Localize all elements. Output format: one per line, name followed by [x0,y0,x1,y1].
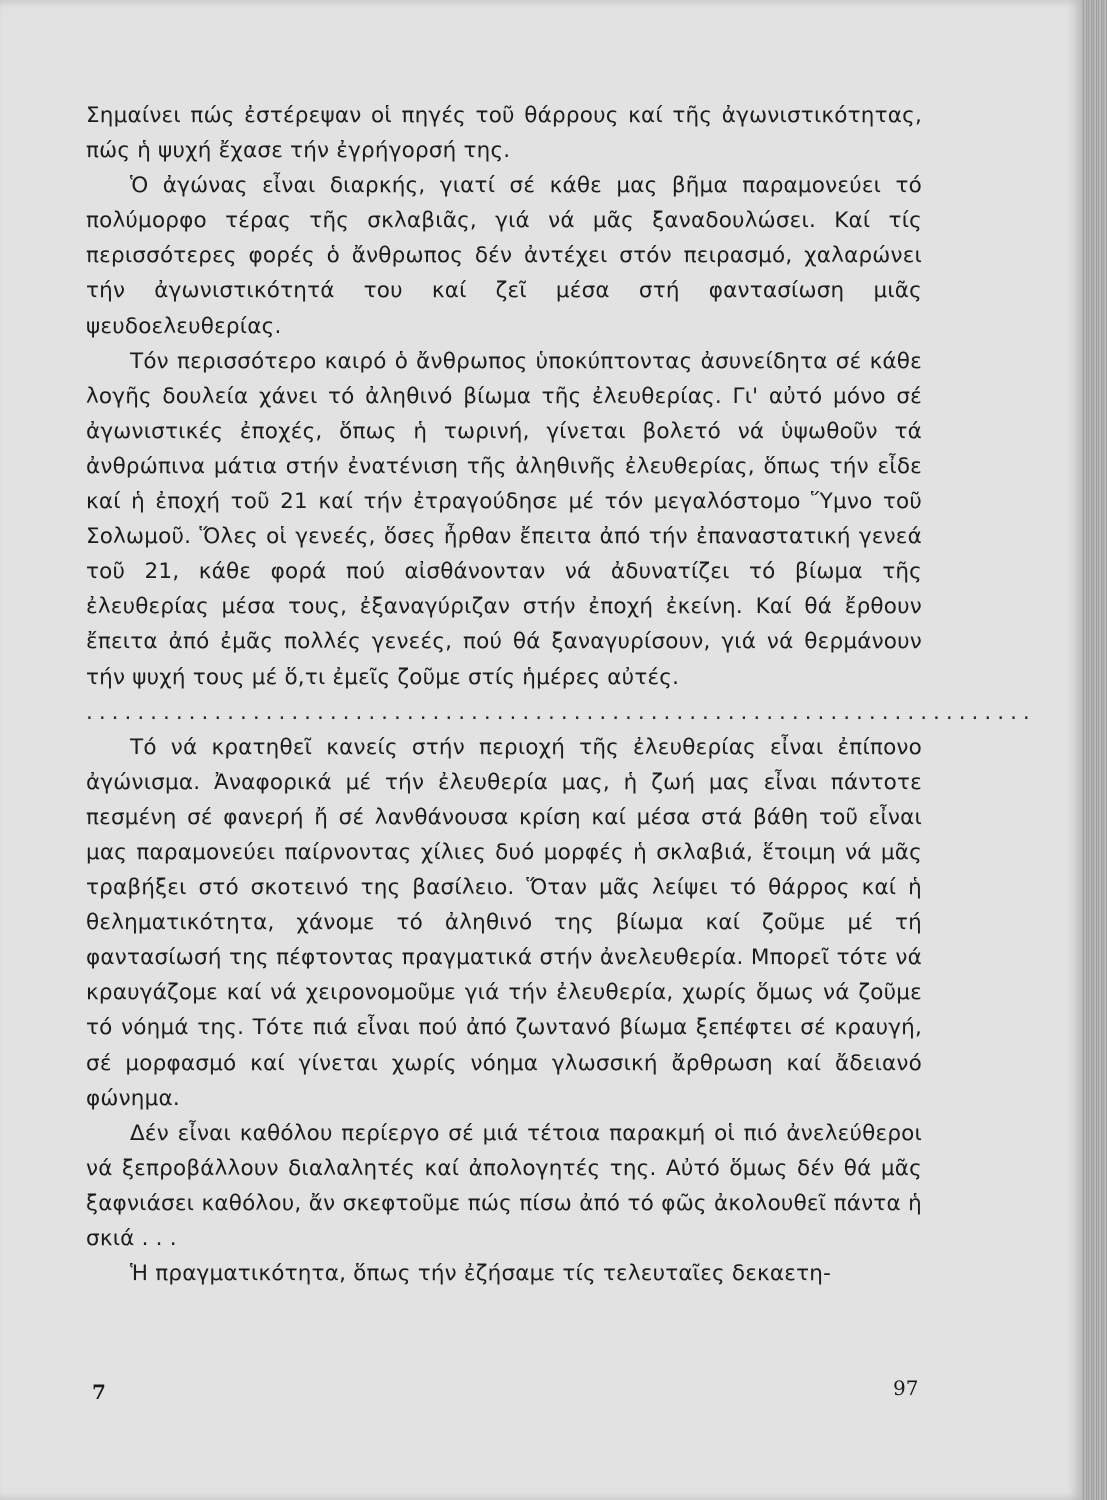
signature-mark: 7 [92,1380,106,1404]
paragraph-5: Δέν εἶναι καθόλου περίεργο σέ μιά τέτοια παρακμή οἱ πιό ἀνελεύθεροι νά ξεπροβάλλουν διαλαλητές καί ἀπολογητές της. Αὐτό ὅμως δέν θά μᾶς ξαφνιάσει καθόλου, ἄν σκεφτοῦμε πώς πίσω ἀπό τό φῶς ἀκολουθεῖ πάντα ἡ σκιά . . . [86,1120,922,1251]
paragraph-6: Ἡ πραγματικότητα, ὅπως τήν ἐζήσαμε τίς τελευταῖες δεκαετη- [130,1261,832,1287]
page-edge [1082,0,1107,1500]
paragraph-4: Τό νά κρατηθεῖ κανείς στήν περιοχή τῆς ἐλευθερίας εἶναι ἐπίπονο ἀγώνισμα. Ἀναφορικά μέ τήν ἐλευθερία μας, ἡ ζωή μας εἶναι πάντοτε πεσμένη σέ φανερή ἤ σέ λανθάνουσα κρίση καί μέσα στά βάθη τοῦ εἶναι μας παραμονεύει παίρνοντας χίλιες δυό μορφές ἡ σκλαβιά, ἕτοιμη νά μᾶς τραβήξει στό σκοτεινό της βασίλειο. Ὅταν μᾶς λείψει τό θάρρος καί ἡ θεληματικότητα, χάνομε τό ἀληθινό της βίωμα καί ζοῦμε μέ τή φαντασίωσή της πέφτοντας πραγματικά στήν ἀνελευθερία. Μπορεῖ τότε νά κραυγάζομε καί νά χειρονομοῦμε γιά τήν ἐλευθερία, χωρίς ὅμως νά ζοῦμε τό νόημά της. Τότε πιά εἶναι πού ἀπό ζωντανό βίωμα ξεπέφτει σέ κραυγή, σέ μορφασμό καί γίνεται χωρίς νόημα γλωσσική ἄρθρωση καί ἄδειανό φώνημα. [86,734,922,1111]
paragraph-1: Σημαίνει πώς ἐστέρεψαν οἱ πηγές τοῦ θάρρους καί τῆς ἀγωνιστικότητας, πώς ἡ ψυχή ἔχασε τήν ἐγρήγορσή της. [86,103,922,164]
page-number: 97 [893,1376,919,1400]
paragraph-3: Τόν περισσότερο καιρό ὁ ἄνθρωπος ὑποκύπτοντας ἀσυνείδητα σέ κάθε λογῆς δουλεία χάνει τό ἀληθινό βίωμα τῆς ἐλευθερίας. Γι' αὐτό μόνο σέ ἀγωνιστικές ἐποχές, ὅπως ἡ τωρινή, γίνεται βολετό νά ὑψωθοῦν τά ἀνθρώπινα μάτια στήν ἐνατένιση τῆς ἀληθινῆς ἐλευθερίας, ὅπως τήν εἶδε καί ἡ ἐποχή τοῦ 21 καί τήν ἐτραγούδησε μέ τόν μεγαλόστομο Ὕμνο τοῦ Σολωμοῦ. Ὅλες οἱ γενεές, ὅσες ἦρθαν ἔπειτα ἀπό τήν ἐπαναστατική γενεά τοῦ 21, κάθε φορά πού αἰσθάνονταν νά ἀδυνατίζει τό βίωμα τῆς ἐλευθερίας μέσα τους, ἐξαναγύριζαν στήν ἐποχή ἐκείνη. Καί θά ἔρθουν ἔπειτα ἀπό ἐμᾶς πολλές γενεές, πού θά ξαναγυρίσουν, γιά νά θερμάνουν τήν ψυχή τους μέ ὅ,τι ἐμεῖς ζοῦμε στίς ἡμέρες αὐτές. [86,348,922,690]
paragraph-2: Ὁ ἀγώνας εἶναι διαρκής, γιατί σέ κάθε μας βῆμα παραμονεύει τό πολύμορφο τέρας τῆς σκλαβιᾶς, γιά νά μᾶς ξαναδουλώσει. Καί τίς περισσότερες φορές ὁ ἄνθρωπος δέν ἀντέχει στόν πειρασμό, χαλαρώνει τήν ἀγωνιστικότητά του καί ζεῖ μέσα στή φαντασίωση μιᾶς ψευδοελευθερίας. [86,173,922,339]
section-separator-dots: .......................................................................... [86,699,1036,725]
body-text [86,98,1036,1291]
